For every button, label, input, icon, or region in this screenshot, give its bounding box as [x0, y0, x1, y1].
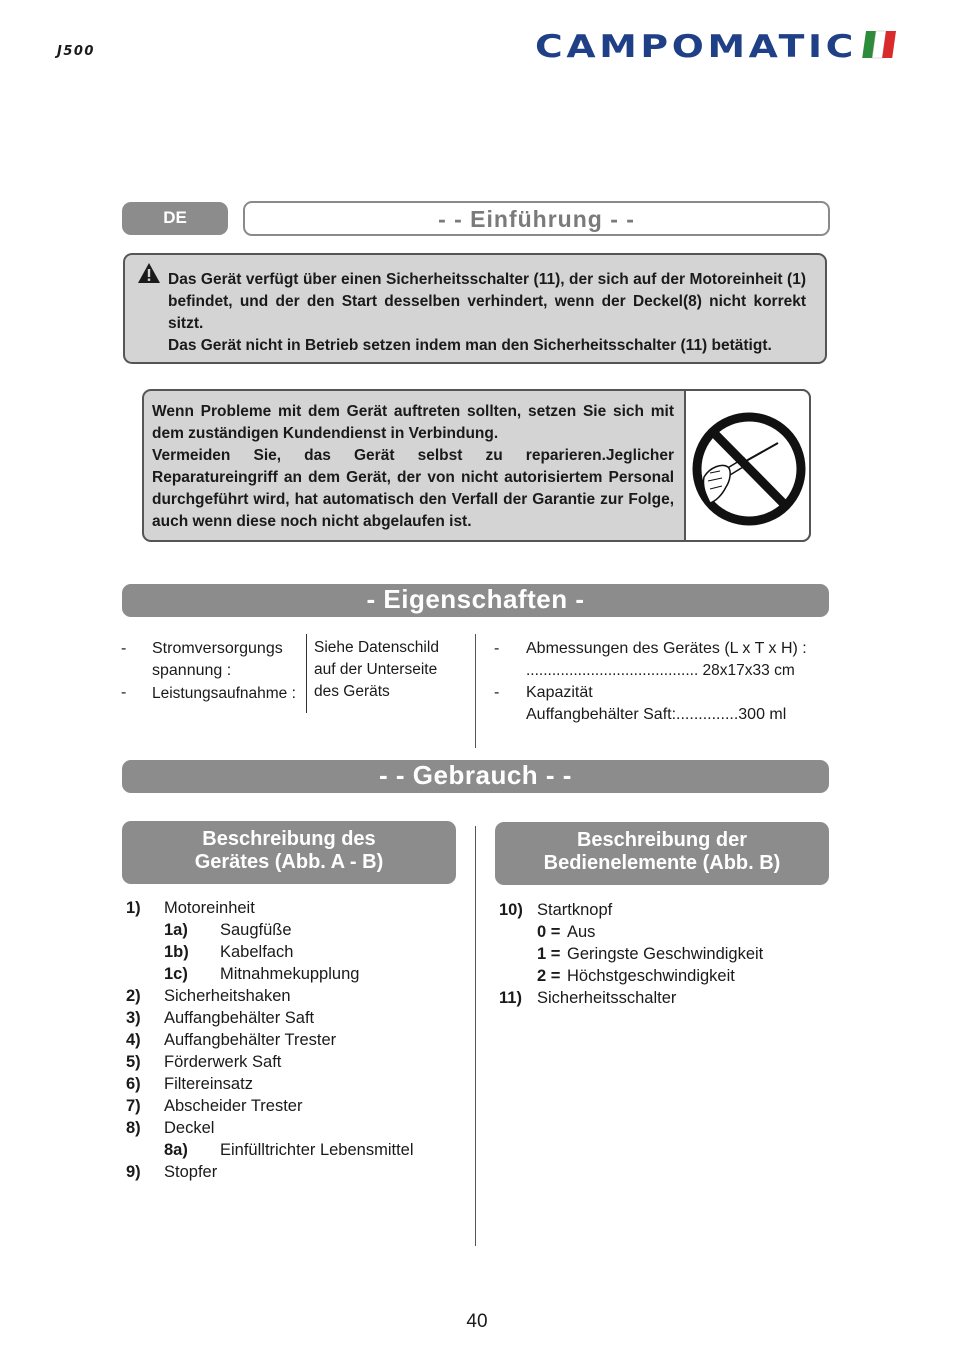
controls-description-header-line: Beschreibung der [576, 829, 748, 851]
list-item-number: 1a) [164, 921, 188, 939]
divider [475, 826, 476, 1246]
service-notice-text [152, 401, 674, 533]
warning-triangle-icon [137, 262, 161, 284]
list-item-number: 1) [126, 899, 141, 917]
device-description-header [122, 821, 456, 884]
list-item-label: Sicherheitsschalter [537, 989, 677, 1007]
eigenschaften-header: - Eigenschaften - [122, 584, 829, 617]
list-item-number: 2) [126, 987, 141, 1005]
list-item-number: 5) [126, 1053, 141, 1071]
list-item-number: 8a) [164, 1141, 188, 1159]
warning-text [168, 269, 806, 357]
list-item-number: 9) [126, 1163, 141, 1181]
list-item-label: Einfülltrichter Lebensmittel [220, 1141, 414, 1159]
list-item [126, 1161, 466, 1183]
list-item-label: Sicherheitshaken [164, 987, 291, 1005]
divider [306, 634, 307, 713]
controls-list [499, 899, 829, 1009]
list-item [126, 897, 466, 919]
page-number: 40 [466, 1311, 488, 1332]
spec-capacity: Kapazität [526, 684, 593, 701]
list-item [499, 943, 829, 965]
list-item-number: 2 = [537, 967, 561, 985]
list-item-label: Auffangbehälter Saft [164, 1009, 315, 1027]
controls-description-header-line: Bedienelemente (Abb. B) [543, 852, 781, 874]
list-item-number: 6) [126, 1075, 141, 1093]
list-item [126, 1029, 466, 1051]
spec-capacity-value: Auffangbehälter Saft:..............300 ml [526, 706, 787, 723]
spec-dash: - [494, 684, 500, 701]
warning-line: Das Gerät verfügt über einen Sicherheitsschalter (11), der sich auf der Motoreinheit (1) befindet, und der den Start desselben verhindert, wenn der Deckel(8) nicht korrekt sitzt. [168, 271, 806, 332]
divider [475, 634, 476, 748]
spec-dash: - [121, 640, 127, 657]
no-repair-screwdriver-icon [684, 389, 811, 542]
list-item [126, 919, 466, 941]
spec-dimensions: Abmessungen des Gerätes (L x T x H) : [526, 640, 807, 657]
list-item-number: 8) [126, 1119, 141, 1137]
list-item-number: 1 = [537, 945, 561, 963]
list-item [499, 899, 829, 921]
device-description-header-line: Gerätes (Abb. A - B) [194, 851, 384, 873]
device-description-header-line: Beschreibung des [202, 828, 376, 850]
list-item [126, 1073, 466, 1095]
device-parts-list [126, 897, 466, 1183]
model-label: J500 [57, 44, 95, 59]
spec-supply-voltage-cont: spannung : [152, 662, 232, 679]
list-item-label: Motoreinheit [164, 899, 255, 917]
list-item-label: Mitnahmekupplung [220, 965, 360, 983]
list-item [499, 987, 829, 1009]
list-item-label: Stopfer [164, 1163, 218, 1181]
list-item [126, 963, 466, 985]
list-item-label: Startknopf [537, 901, 613, 919]
spec-left-value: Siehe Datenschild [314, 639, 439, 656]
list-item-number: 0 = [537, 923, 561, 941]
gebrauch-header: - - Gebrauch - - [122, 760, 829, 793]
list-item [126, 1007, 466, 1029]
list-item-label: Höchstgeschwindigkeit [567, 967, 735, 985]
spec-dash: - [494, 640, 500, 657]
controls-description-header [495, 822, 829, 885]
list-item-number: 4) [126, 1031, 141, 1049]
list-item-number: 7) [126, 1097, 141, 1115]
list-item-number: 1c) [164, 965, 188, 983]
brand-logo [535, 28, 900, 62]
list-item [126, 941, 466, 963]
spec-dash: - [121, 684, 127, 701]
list-item [499, 921, 829, 943]
list-item-number: 11) [499, 989, 522, 1007]
list-item-label: Abscheider Trester [164, 1097, 303, 1115]
spec-left-value: des Geräts [314, 683, 390, 700]
list-item-label: Geringste Geschwindigkeit [567, 945, 764, 963]
list-item [126, 1051, 466, 1073]
intro-title: - - Einführung - - [243, 201, 830, 236]
italy-flag-icon [862, 31, 896, 58]
service-line-1: Wenn Probleme mit dem Gerät auftreten sollten, setzen Sie sich mit dem zuständigen Kundendienst in Verbindung. [152, 403, 674, 442]
spec-supply-voltage: Stromversorgungs [152, 640, 283, 657]
list-item-number: 3) [126, 1009, 141, 1027]
list-item-label: Auffangbehälter Trester [164, 1031, 337, 1049]
list-item [126, 985, 466, 1007]
warning-line: Das Gerät nicht in Betrieb setzen indem man den Sicherheitsschalter (11) betätigt. [168, 337, 772, 354]
service-line-2: Vermeiden Sie, das Gerät selbst zu reparieren.Jeglicher Reparatureingriff an dem Gerät, der von nicht autorisiertem Personal durchgeführt wird, hat automatisch den Verfall der Garantie zur Folge, auch wenn diese noch nicht abgelaufen ist. [152, 447, 674, 530]
list-item-number: 10) [499, 901, 523, 919]
list-item-label: Filtereinsatz [164, 1075, 253, 1093]
list-item [126, 1117, 466, 1139]
list-item-label: Förderwerk Saft [164, 1053, 282, 1071]
list-item-number: 1b) [164, 943, 189, 961]
list-item [126, 1139, 466, 1161]
spec-left-value: auf der Unterseite [314, 661, 438, 678]
list-item [499, 965, 829, 987]
brand-wordmark: CAMPOMATIC [535, 29, 857, 62]
spec-power-consumption: Leistungsaufnahme : [152, 685, 296, 702]
list-item [126, 1095, 466, 1117]
list-item-label: Aus [567, 923, 596, 941]
list-item-label: Saugfüße [220, 921, 292, 939]
language-badge: DE [122, 202, 228, 235]
list-item-label: Kabelfach [220, 943, 294, 961]
list-item-label: Deckel [164, 1119, 215, 1137]
spec-dimensions-value: ........................................ 28x17x33 cm [526, 662, 795, 679]
